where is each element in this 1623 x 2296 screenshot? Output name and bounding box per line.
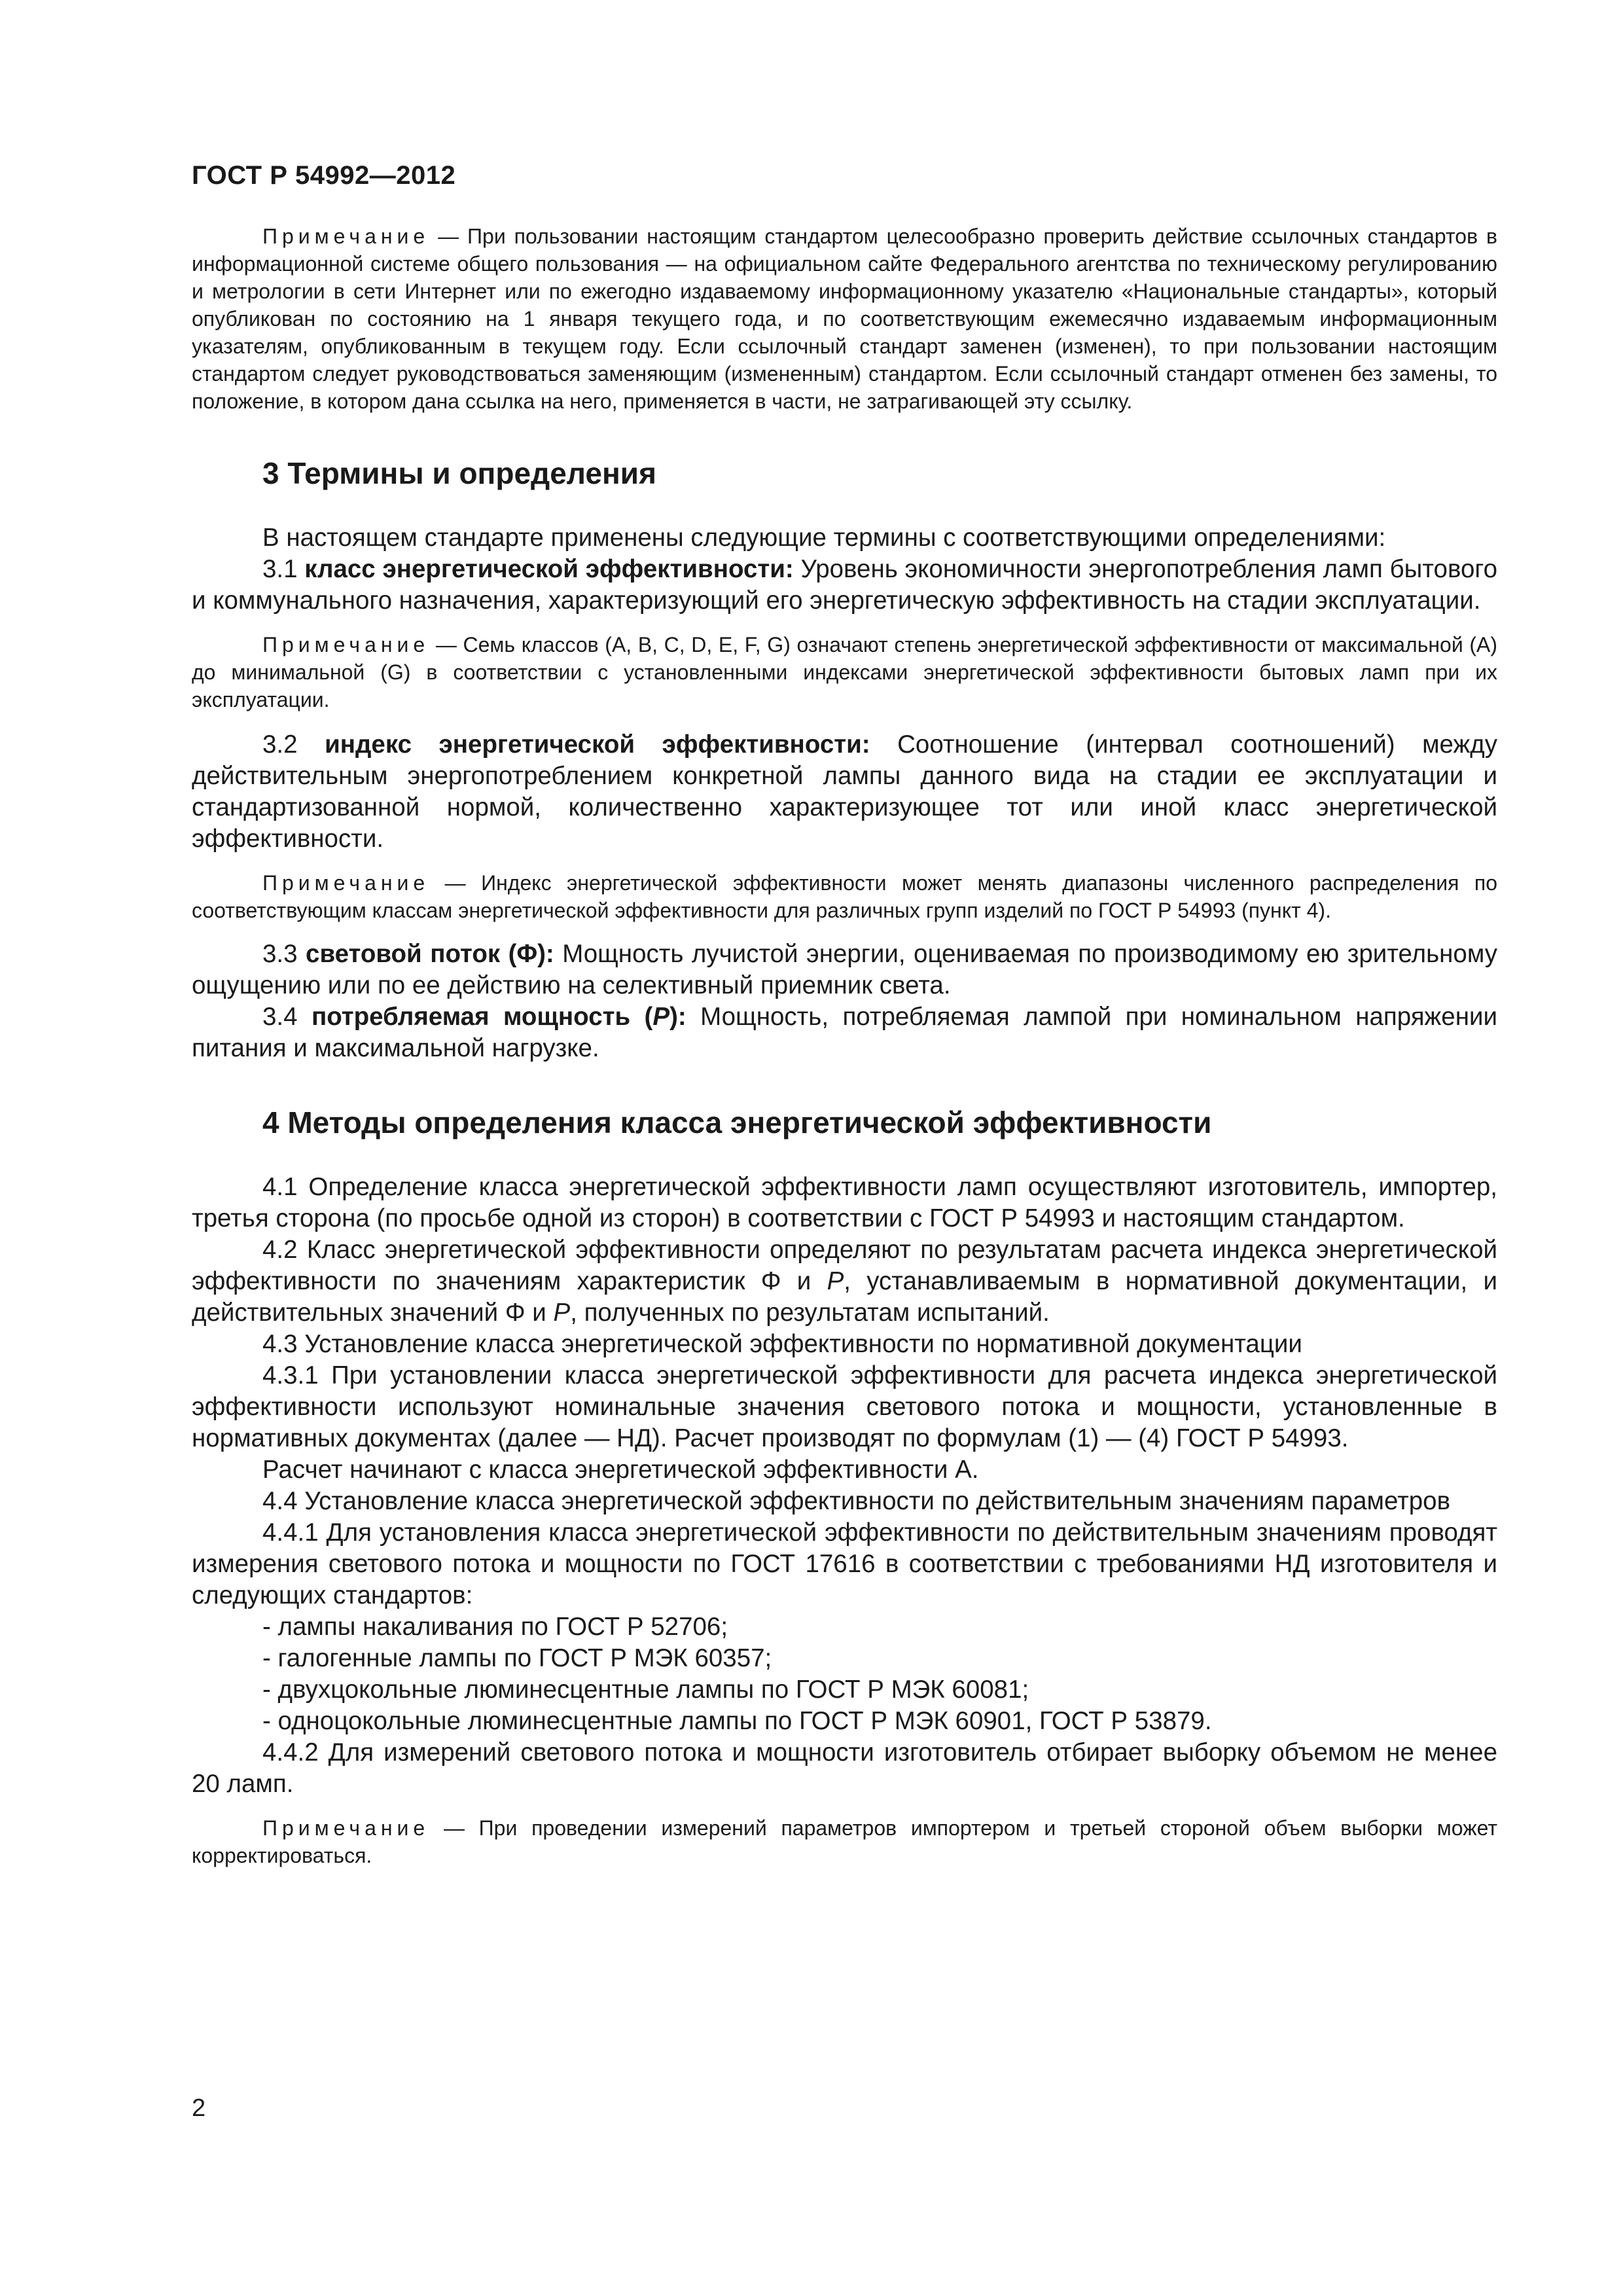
term-name: класс энергетической эффективности: — [304, 555, 794, 583]
note-label: Примечание — [262, 224, 430, 248]
note-label: Примечание — [262, 871, 430, 895]
para-4-2 — [192, 1234, 1497, 1329]
term-3-2 — [192, 729, 1497, 855]
note-classes — [192, 631, 1497, 713]
term-number: 3.2 — [262, 730, 298, 759]
note-label: Примечание — [262, 1816, 430, 1840]
variable-p: P — [827, 1267, 844, 1295]
section-4-title: 4 Методы определения класса энергетической эффективности — [262, 1105, 1212, 1139]
note-references — [192, 223, 1497, 415]
para-4-3-1-b: Расчет начинают с класса энергетической эффективности А. — [262, 1456, 979, 1484]
para-4-4-1: 4.4.1 Для установления класса энергетической эффективности по действительным значениям проводят измерения светового потока и мощности по ГОСТ 17616 в соответствии с требованиями НД изготовителя и следующих стандартов: — [192, 1518, 1497, 1609]
term-name-part: потребляемая мощность ( — [311, 1003, 653, 1031]
variable-p: P — [553, 1299, 571, 1327]
term-name: индекс энергетической эффективности: — [325, 730, 870, 759]
term-3-1 — [192, 554, 1497, 617]
note-sample — [192, 1814, 1497, 1869]
term-number: 3.1 — [262, 555, 298, 583]
list-item: - двухцокольные люминесцентные лампы по ГОСТ Р МЭК 60081; — [262, 1676, 1029, 1704]
para-4-1: 4.1 Определение класса энергетической эффективности ламп осуществляют изготовитель, импортер, третья сторона (по просьбе одной из сторон) в соответствии с ГОСТ Р 54993 и настоящим стандартом. — [192, 1173, 1497, 1232]
note-text: — При пользовании настоящим стандартом целесообразно проверить действие ссылочных стандартов в информационной системе общего пользования — на официальном сайте Федерального агентства по техническому регулированию и метрологии в сети Интернет или по ежегодно издаваемому информационному указателю «Национальные стандарты», который опубликован по состоянию на 1 января текущего года, и по соответствующим ежемесячно издаваемым информационным указателям, опубликованным в текущем году. Если ссылочный стандарт заменен (изменен), то при пользовании настоящим стандартом следует руководствоваться заменяющим (измененным) стандартом. Если ссылочный стандарт отменен без замены, то положение, в котором дана ссылка на него, применяется в части, не затрагивающей эту ссылку. — [192, 224, 1498, 413]
term-definition: Мощность лучистой энергии, оцениваемая по производимому ею зрительному ощущению или по ее действию на селективный приемник света. — [192, 940, 1497, 999]
para-text: 4.2 Класс энергетической эффективности определяют по результатам расчета индекса энергетической эффективности по значениям характеристик Φ и — [192, 1236, 1497, 1295]
note-label: Примечание — [262, 633, 430, 656]
term-definition: Соотношение (интервал соотношений) между действительным энергопотреблением конкретной лампы данного вида на стадии ее эксплуатации и стандартизованной нормой, количественно характеризующее тот или иной класс энергетической эффективности. — [192, 730, 1498, 853]
term-3-4 — [192, 1001, 1497, 1064]
term-variable: P — [652, 1003, 670, 1031]
list-item: - галогенные лампы по ГОСТ Р МЭК 60357; — [262, 1644, 772, 1672]
page-number: 2 — [192, 2094, 206, 2122]
note-text: — Индекс энергетической эффективности может менять диапазоны численного распределения по соответствующим классам энергетической эффективности для различных групп изделий по ГОСТ Р 54993 (пункт 4). — [192, 871, 1498, 922]
term-3-3 — [192, 939, 1497, 1001]
note-text: — Семь классов (A, B, C, D, E, F, G) означают степень энергетической эффективности от максимальной (A) до минимальной (G) в соответствии с установленными индексами энергетической эффективности бытовых ламп при их эксплуатации. — [192, 633, 1498, 711]
para-4-3: 4.3 Установление класса энергетической эффективности по нормативной документации — [262, 1330, 1302, 1358]
standard-header: ГОСТ Р 54992—2012 — [192, 161, 456, 190]
page-content — [192, 223, 1497, 1869]
term-number: 3.3 — [262, 940, 298, 968]
note-text: — При проведении измерений параметров импортером и третьей стороной объем выборки может корректироваться. — [192, 1816, 1498, 1867]
term-number: 3.4 — [262, 1003, 298, 1031]
section-3-title: 3 Термины и определения — [262, 456, 656, 490]
para-4-3-1: 4.3.1 При установлении класса энергетической эффективности для расчета индекса энергетической эффективности используют номинальные значения светового потока и мощности, установленные в нормативных документах (далее — НД). Расчет производят по формулам (1) — (4) ГОСТ Р 54993. — [192, 1361, 1497, 1452]
term-definition: Уровень экономичности энергопотребления ламп бытового и коммунального назначения, характеризующий его энергетическую эффективность на стадии эксплуатации. — [192, 555, 1497, 615]
para-text: , полученных по результатам испытаний. — [570, 1299, 1050, 1327]
list-item: - одноцокольные люминесцентные лампы по ГОСТ Р МЭК 60901, ГОСТ Р 53879. — [262, 1707, 1212, 1735]
para-text: , устанавливаемым в нормативной документации, и действительных значений Φ и — [192, 1267, 1497, 1327]
term-name-part: ): — [669, 1003, 687, 1031]
section-3-intro: В настоящем стандарте применены следующие термины с соответствующими определениями: — [262, 524, 1386, 552]
term-name: световой поток (Φ): — [306, 940, 554, 968]
para-4-4-2: 4.4.2 Для измерений светового потока и мощности изготовитель отбирает выборку объемом не менее 20 ламп. — [192, 1738, 1497, 1798]
note-index — [192, 869, 1497, 924]
list-item: - лампы накаливания по ГОСТ Р 52706; — [262, 1613, 728, 1641]
term-definition: Мощность, потребляемая лампой при номинальном напряжении питания и максимальной нагрузке. — [192, 1003, 1497, 1062]
term-name — [312, 1003, 687, 1031]
para-4-4: 4.4 Установление класса энергетической эффективности по действительным значениям параметров — [262, 1487, 1451, 1515]
